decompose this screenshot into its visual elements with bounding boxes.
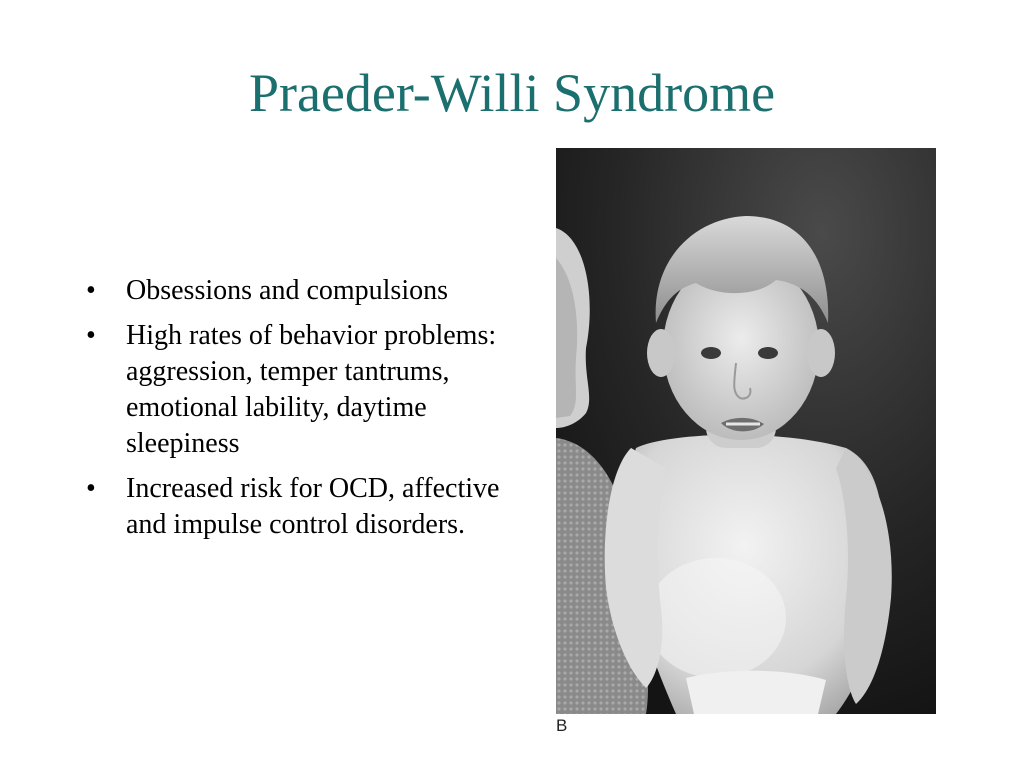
bullet-dot-icon: •: [86, 275, 96, 306]
bullet-dot-icon: •: [86, 320, 96, 351]
photo-caption: B: [556, 716, 568, 735]
bullet-dot-icon: •: [86, 473, 96, 504]
child-photo: [556, 148, 936, 714]
child-photo-illustration: [556, 148, 936, 714]
bullet-item: [86, 471, 506, 543]
bullet-list: [86, 273, 506, 552]
bullet-text: Obsessions and compulsions: [126, 275, 448, 306]
bullet-item: [86, 273, 506, 309]
slide-title: Praeder-Willi Syndrome: [248, 63, 776, 123]
bullet-text: High rates of behavior problems: aggression, temper tantrums, emotional lability, daytime sleepiness: [126, 320, 497, 459]
bullet-item: [86, 318, 506, 462]
bullet-text: Increased risk for OCD, affective and impulse control disorders.: [126, 473, 500, 540]
